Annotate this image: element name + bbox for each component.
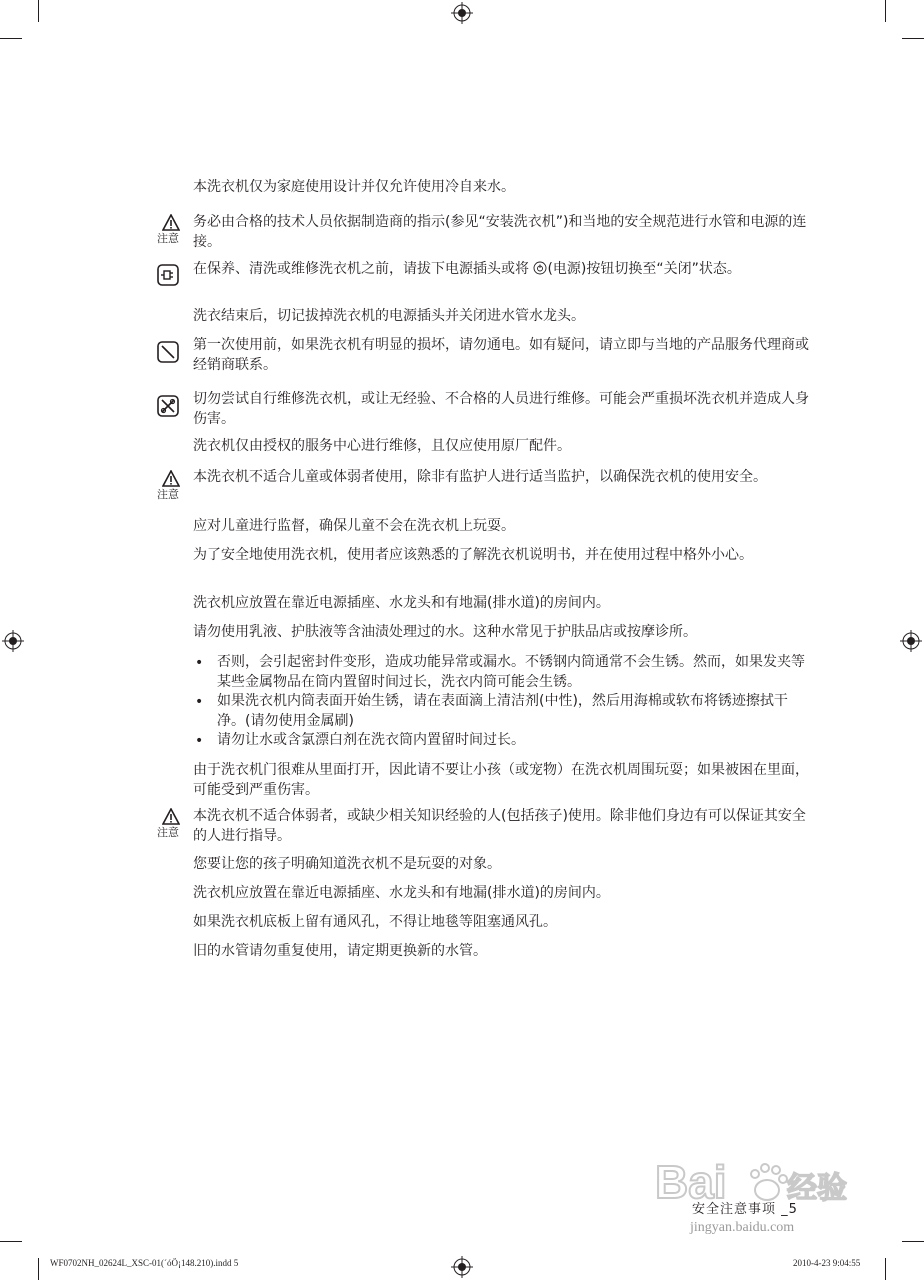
crop-mark-bottom-left xyxy=(0,1241,22,1242)
bullet-item: 如果洗衣机内筒表面开始生锈，请在表面滴上清洁剂(中性)，然后用海棉或软布将锈迹擦拭干净。(请勿使用金属刷) xyxy=(217,693,788,729)
warning-triangle-icon xyxy=(162,470,180,487)
crop-mark-bottom-right-v xyxy=(885,1258,886,1280)
bullet-marker: • xyxy=(195,733,204,749)
watermark-brand: Bai xyxy=(655,1156,727,1208)
page-footer-title: 安全注意事项 _5 xyxy=(692,1202,798,1217)
registration-mark-bottom xyxy=(451,1256,473,1278)
unplug-text-part2: (电源)按钮切换至“关闭”状态。 xyxy=(547,261,741,277)
paragraph-home-use-only: 本洗衣机仅为家庭使用设计并仅允许使用冷自来水。 xyxy=(193,179,515,195)
file-slug: WF0702NH_02624L_XSC-01(´óÖ¡148.210).indd 5 xyxy=(50,1258,239,1268)
bullet-item: 请勿让水或含氯漂白剂在洗衣筒内置留时间过长。 xyxy=(217,732,525,748)
crop-mark-top-left xyxy=(0,38,22,39)
caution-label: 注意 xyxy=(157,232,179,245)
bullet-marker: • xyxy=(195,655,204,671)
paragraph-placement-2: 洗衣机应放置在靠近电源插座、水龙头和有地漏(排水道)的房间内。 xyxy=(193,885,610,901)
paragraph-installation-by-technician: 务必由合格的技术人员依据制造商的指示(参见“安装洗衣机”)和当地的安全规范进行水管和电源的连接。 xyxy=(193,214,807,250)
crop-mark-top-right-v xyxy=(885,0,886,22)
prohibited-icon xyxy=(157,341,179,363)
caution-label: 注意 xyxy=(157,826,179,839)
paragraph-no-self-repair: 切勿尝试自行维修洗衣机，或让无经验、不合格的人员进行维修。可能会严重损坏洗衣机并造成人身伤害。 xyxy=(193,391,809,427)
watermark-brand-cn: 经验 xyxy=(787,1171,847,1206)
paragraph-ventilation: 如果洗衣机底板上留有通风孔，不得让地毯等阻塞通风孔。 xyxy=(193,914,557,930)
crop-mark-top-left-v xyxy=(38,0,39,22)
paragraph-door-trap-warning: 由于洗衣机门很难从里面打开，因此请不要让小孩（或宠物）在洗衣机周围玩耍；如果被困在里面，可能受到严重伤害。 xyxy=(193,762,809,798)
bullet-marker: • xyxy=(195,694,204,710)
crop-mark-bottom-right xyxy=(902,1241,924,1242)
paragraph-supervise-children: 应对儿童进行监督，确保儿童不会在洗衣机上玩耍。 xyxy=(193,518,515,534)
warning-triangle-icon xyxy=(162,214,180,231)
paragraph-replace-hoses: 旧的水管请勿重复使用，请定期更换新的水管。 xyxy=(193,943,487,959)
unplug-icon xyxy=(157,264,179,286)
paragraph-after-washing: 洗衣结束后，切记拔掉洗衣机的电源插头并关闭进水管水龙头。 xyxy=(193,308,585,324)
crop-mark-top-right xyxy=(902,38,924,39)
paragraph-not-for-children: 本洗衣机不适合儿童或体弱者使用，除非有监护人进行适当监护，以确保洗衣机的使用安全。 xyxy=(193,469,767,485)
paragraph-unplug-before-service xyxy=(193,259,813,279)
registration-mark-right xyxy=(900,630,922,652)
warning-triangle-icon xyxy=(162,808,180,825)
caution-label: 注意 xyxy=(157,488,179,501)
power-icon xyxy=(533,261,547,275)
crop-mark-bottom-left-v xyxy=(38,1258,39,1280)
paragraph-not-for-infirm: 本洗衣机不适合体弱者，或缺少相关知识经验的人(包括孩子)使用。除非他们身边有可以保证其安全的人进行指导。 xyxy=(193,808,806,844)
print-timestamp: 2010-4-23 9:04:55 xyxy=(793,1258,861,1268)
paragraph-not-a-toy: 您要让您的孩子明确知道洗衣机不是玩耍的对象。 xyxy=(193,856,501,872)
registration-mark-top xyxy=(451,2,473,24)
paragraph-first-use-damage: 第一次使用前，如果洗衣机有明显的损坏，请勿通电。如有疑问，请立即与当地的产品服务代理商或经销商联系。 xyxy=(193,337,809,373)
paragraph-read-manual: 为了安全地使用洗衣机，使用者应该熟悉的了解洗衣机说明书，并在使用过程中格外小心。 xyxy=(193,547,753,563)
paragraph-no-oily-water: 请勿使用乳液、护肤液等含油渍处理过的水。这种水常见于护肤品店或按摩诊所。 xyxy=(193,624,697,640)
paragraph-placement-1: 洗衣机应放置在靠近电源插座、水龙头和有地漏(排水道)的房间内。 xyxy=(193,595,610,611)
watermark-url: jingyan.baidu.com xyxy=(690,1220,795,1235)
unplug-text-part1: 在保养、清洗或维修洗衣机之前，请拔下电源插头或将 xyxy=(193,261,529,277)
do-not-disassemble-icon xyxy=(157,395,179,417)
bullet-item: 否则，会引起密封件变形，造成功能异常或漏水。不锈钢内筒通常不会生锈。然而，如果发夹等某些金属物品在筒内置留时间过长，洗衣内筒可能会生锈。 xyxy=(217,654,805,690)
paw-icon xyxy=(751,1164,787,1200)
registration-mark-left xyxy=(2,630,24,652)
paragraph-authorized-service: 洗衣机仅由授权的服务中心进行维修，且仅应使用原厂配件。 xyxy=(193,438,571,454)
